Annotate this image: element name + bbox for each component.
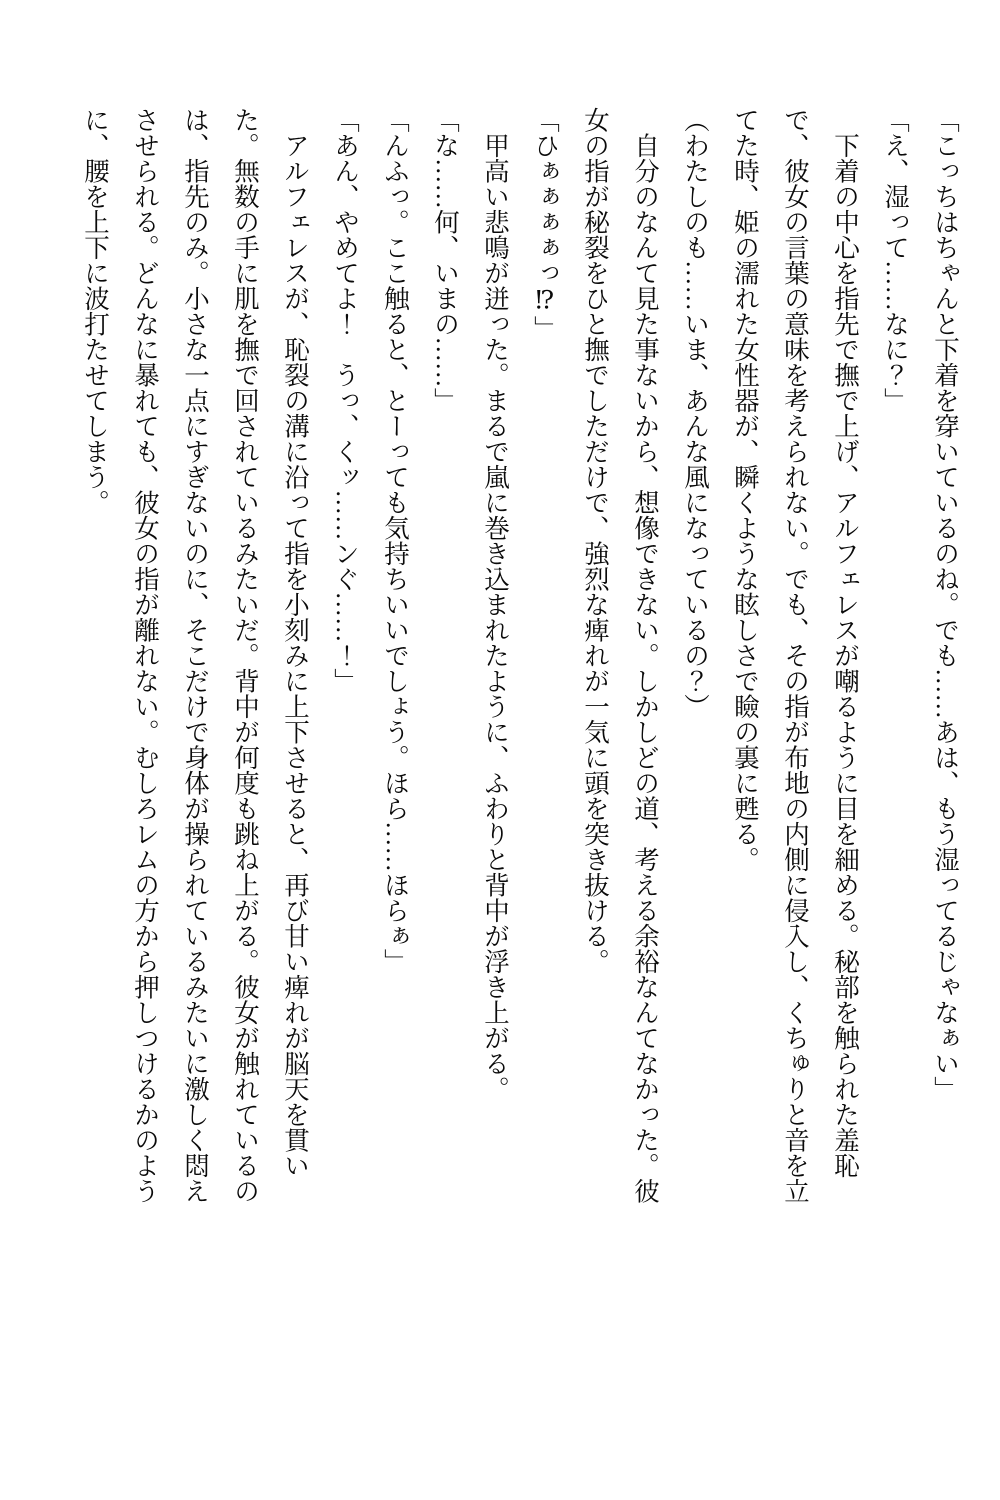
text-line: （わたしのも……いま、あんな風になっているの？） [681,107,710,719]
vertical-text-block [70,107,970,1210]
text-line: 下着の中心を指先で撫で上げ、アルフェレスが嘲るように目を細める。秘部を触られた羞恥 [831,107,860,1178]
text-line: に、腰を上下に波打たせてしまう。 [81,107,110,515]
text-line: 女の指が秘裂をひと撫でしただけで、強烈な痺れが一気に頭を突き抜ける。 [581,107,610,974]
text-line: 「こっちはちゃんと下着を穿いているのね。でも……あは、もう湿ってるじゃなぁい」 [931,107,960,1102]
text-line: てた時、姫の濡れた女性器が、瞬くような眩しさで瞼の裏に甦る。 [731,107,760,872]
text-line: 「ひぁぁぁぁっ⁉」 [531,107,560,341]
text-line: た。無数の手に肌を撫で回されているみたいだ。背中が何度も跳ね上がる。彼女が触れているの [231,107,260,1204]
text-line: 自分のなんて見た事ないから、想像できない。しかしどの道、考える余裕なんてなかった。彼 [631,107,660,1204]
text-line: アルフェレスが、恥裂の溝に沿って指を小刻みに上下させると、再び甘い痺れが脳天を貫い [281,107,310,1178]
text-line: 「な……何、いまの……」 [431,107,460,413]
text-line: 「え、湿って……なに？」 [881,107,910,413]
text-line: させられる。どんなに暴れても、彼女の指が離れない。むしろレムの方から押しつけるかのよう [131,107,160,1204]
text-line: 「んふっ。ここ触ると、とーっても気持ちいいでしょう。ほら……ほらぁ」 [381,107,410,974]
text-line: 「あん、やめてよ！ うっ、くッ……ンぐ……！」 [331,107,360,694]
text-line: で、彼女の言葉の意味を考えられない。でも、その指が布地の内側に侵入し、くちゅりと音を立 [781,107,810,1204]
text-line: 甲高い悲鳴が迸った。まるで嵐に巻き込まれたように、ふわりと背中が浮き上がる。 [481,107,510,1102]
text-line: は、指先のみ。小さな一点にすぎないのに、そこだけで身体が操られているみたいに激しく悶え [181,107,210,1204]
